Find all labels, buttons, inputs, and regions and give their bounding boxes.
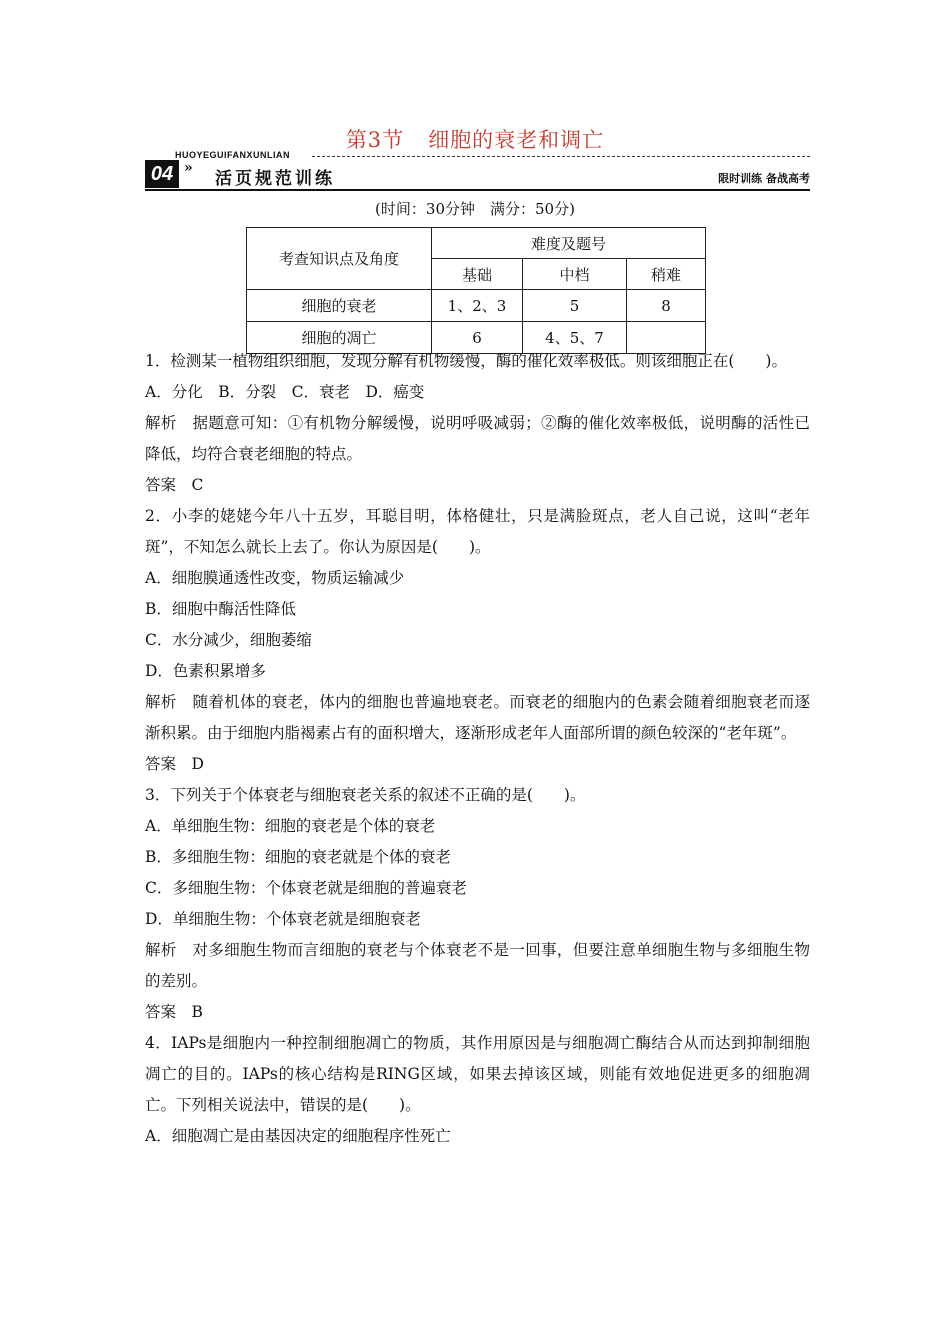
table-header-topic: 考查知识点及角度 <box>247 228 432 290</box>
header-rule <box>145 189 810 191</box>
question-option: C．水分减少，细胞萎缩 <box>145 631 312 649</box>
question-stem: 2．小李的姥姥今年八十五岁，耳聪目明，体格健壮，只是满脸斑点，老人自己说，这叫“老年斑”，不知怎么就长上去了。你认为原因是( )。 <box>145 507 810 556</box>
table-cell: 细胞的衰老 <box>247 290 432 322</box>
question-option: A．单细胞生物：细胞的衰老是个体的衰老 <box>145 817 436 835</box>
section-name: 活页规范训练 <box>215 169 335 189</box>
question-option: C．多细胞生物：个体衰老就是细胞的普遍衰老 <box>145 879 467 897</box>
table-header-difficulty: 难度及题号 <box>432 228 706 259</box>
question-option: A．细胞膜通透性改变，物质运输减少 <box>145 569 405 587</box>
question-stem: 1．检测某一植物组织细胞，发现分解有机物缓慢，酶的催化效率极低。则该细胞正在( )。 <box>145 352 787 370</box>
table-header-level: 稍难 <box>627 259 706 290</box>
table-cell: 8 <box>627 290 706 322</box>
section-tagline: 限时训练 备战高考 <box>718 172 810 185</box>
question-answer: 答案 D <box>145 755 204 773</box>
question-stem: 3．下列关于个体衰老与细胞衰老关系的叙述不正确的是( )。 <box>145 786 586 804</box>
chevron-icon: » <box>184 160 193 176</box>
question-option: B．多细胞生物：细胞的衰老就是个体的衰老 <box>145 848 451 866</box>
question-option: B．细胞中酶活性降低 <box>145 600 296 618</box>
question-stem: 4．IAPs是细胞内一种控制细胞凋亡的物质，其作用原因是与细胞凋亡酶结合从而达到抑制细胞凋亡的目的。IAPs的核心结构是RING区域，如果去掉该区域，则能有效地促进更多的细胞凋亡。下列相关说法中，错误的是( )。 <box>145 1034 810 1114</box>
table-cell: 细胞的凋亡 <box>247 322 432 354</box>
table-cell: 1、2、3 <box>432 290 523 322</box>
question-list <box>145 346 810 1152</box>
table-row <box>247 290 706 322</box>
question-analysis: 解析 对多细胞生物而言细胞的衰老与个体衰老不是一回事，但要注意单细胞生物与多细胞生物的差别。 <box>145 941 810 990</box>
section-title: 细胞的衰老和调亡 <box>428 128 605 152</box>
table-header-level: 中档 <box>523 259 627 290</box>
exam-meta: (时间：30分钟 满分：50分) <box>375 200 575 218</box>
table-cell: 4、5、7 <box>523 322 627 354</box>
question-analysis: 解析 随着机体的衰老，体内的细胞也普遍地衰老。而衰老的细胞内的色素会随着细胞衰老而逐渐积累。由于细胞内脂褐素占有的面积增大，逐渐形成老年人面部所谓的颜色较深的“老年斑”。 <box>145 693 810 742</box>
divider <box>312 156 810 157</box>
section-badge: 04 <box>145 160 179 188</box>
question-answer: 答案 C <box>145 476 204 494</box>
question-answer: 答案 B <box>145 1003 203 1021</box>
table-header-level: 基础 <box>432 259 523 290</box>
question-option: D．单细胞生物：个体衰老就是细胞衰老 <box>145 910 421 928</box>
table-cell: 5 <box>523 290 627 322</box>
question-option: D．色素积累增多 <box>145 662 266 680</box>
knowledge-table <box>246 227 706 354</box>
question-option: A．细胞凋亡是由基因决定的细胞程序性死亡 <box>145 1127 451 1145</box>
question-option: A．分化 B．分裂 C．衰老 D．癌变 <box>145 383 425 401</box>
section-number: 第3节 <box>345 128 405 152</box>
pinyin-label: HUOYEGUIFANXUNLIAN <box>175 150 291 160</box>
table-cell: 6 <box>432 322 523 354</box>
question-analysis: 解析 据题意可知：①有机物分解缓慢，说明呼吸减弱；②酶的催化效率极低，说明酶的活性已降低，均符合衰老细胞的特点。 <box>145 414 810 463</box>
